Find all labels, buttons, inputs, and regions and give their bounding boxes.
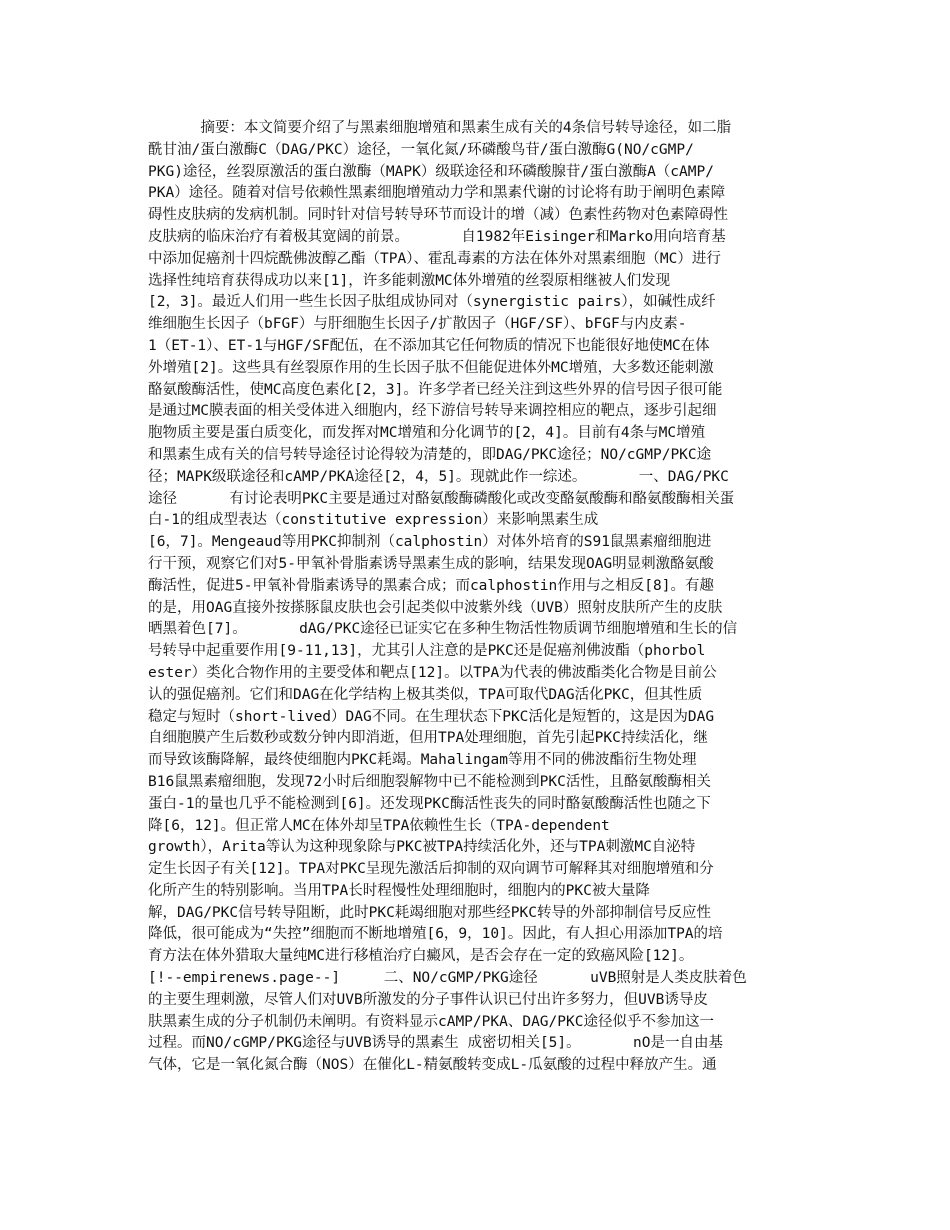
text-line: 的主要生理刺激，尽管人们对UVB所激发的分子事件认识已付出许多努力，但UVB诱导皮 (148, 991, 708, 1008)
text-line: 肤黑素生成的分子机制仍未阐明。有资料显示cAMP/PKA、DAG/PKC途径似乎不参加这一 (148, 1013, 714, 1030)
text-line: [!--empirenews.page--] 二、NO/cGMP/PKG途径 uVB照射是人类皮肤着色 (148, 970, 747, 987)
text-line: 认的强促癌剂。它们和DAG在化学结构上极其类似，TPA可取代DAG活化PKC，但其性质 (148, 686, 703, 703)
text-line: 径；MAPK级联途径和cAMP/PKA途径[2，4，5]。现就此作一综述。 一、DAG/PKC (148, 468, 729, 485)
text-line: 选择性纯培育获得成功以来[1]，许多能刺激MC体外增殖的丝裂原相继被人们发现 (148, 272, 671, 289)
text-line: 定生长因子有关[12]。TPA对PKC呈现先激活后抑制的双向调节可解释其对细胞增殖和分 (148, 861, 714, 878)
text-line: 化所产生的特别影响。当用TPA长时程慢性处理细胞时，细胞内的PKC被大量降 (148, 882, 650, 899)
text-line: PKG)途径，丝裂原激活的蛋白激酶（MAPK）级联途径和环磷酸腺苷/蛋白激酶A（cAMP/ (148, 163, 714, 180)
text-line: 育方法在体外猎取大量纯MC进行移植治疗白癜风，是否会存在一定的致癌风险[12]。 (148, 948, 694, 965)
text-line: 中添加促癌剂十四烷酰佛波醇乙酯（TPA）、霍乱毒素的方法在体外对黑素细胞（MC）进行 (148, 250, 721, 267)
text-line: 而导致该酶降解，最终使细胞内PKC耗竭。Mahalingam等用不同的佛波酯衍生物处理 (148, 752, 697, 769)
text-line: 晒黑着色[7]。 dAG/PKC途径已证实它在多种生物活性物质调节细胞增殖和生长的信 (148, 621, 738, 638)
text-line: 蛋白-1的量也几乎不能检测到[6]。还发现PKC酶活性丧失的同时酪氨酸酶活性也随之下 (148, 795, 711, 812)
text-line: [6，7]。Mengeaud等用PKC抑制剂（calphostin）对体外培育的S91鼠黑素瘤细胞进 (148, 534, 712, 551)
text-line: 号转导中起重要作用[9-11,13]，尤其引人注意的是PKC还是促癌剂佛波酯（phorbol (148, 643, 706, 660)
text-line: 摘要：本文简要介绍了与黑素细胞增殖和黑素生成有关的4条信号转导途径，如二脂 (148, 120, 732, 136)
text-line: 气体，它是一氧化氮合酶（NOS）在催化L-精氨酸转变成L-瓜氨酸的过程中释放产生。通 (148, 1057, 717, 1074)
text-line: B16鼠黑素瘤细胞，发现72小时后细胞裂解物中已不能检测到PKC活性，且酪氨酸酶相关 (148, 773, 711, 790)
text-line: 自细胞膜产生后数秒或数分钟内即消逝，但用TPA处理细胞，首先引起PKC持续活化，继 (148, 730, 708, 747)
text-line: 酰甘油/蛋白激酶C（DAG/PKC）途径，一氧化氮/环磷酸鸟苷/蛋白激酶G(NO/cGMP/ (148, 141, 694, 158)
text-line: 途径 有讨论表明PKC主要是通过对酪氨酸酶磷酸化或改变酪氨酸酶和酪氨酸酶相关蛋 (148, 490, 735, 507)
text-line: 碍性皮肤病的发病机制。同时针对信号转导环节而设计的增（减）色素性药物对色素障碍性 (148, 207, 728, 224)
text-line: 酶活性，促进5-甲氧补骨脂素诱导的黑素合成；而calphostin作用与之相反[8]。有趣 (148, 577, 714, 594)
text-line: 是通过MC膜表面的相关受体进入细胞内，经下游信号转导来调控相应的靶点，逐步引起细 (148, 403, 717, 420)
text-line: PKA）途径。随着对信号依赖性黑素细胞增殖动力学和黑素代谢的讨论将有助于阐明色素障 (148, 185, 726, 202)
text-line: 稳定与短时（short-lived）DAG不同。在生理状态下PKC活化是短暂的，这是因为DAG (148, 708, 715, 725)
text-line: 酪氨酸酶活性，使MC高度色素化[2，3]。许多学者已经关注到这些外界的信号因子很可能 (148, 381, 723, 398)
text-line: 降[6，12]。但正常人MC在体外却呈TPA依赖性生长（TPA-dependent (148, 817, 610, 834)
text-line: [2，3]。最近人们用一些生长因子肽组成协同对（synergistic pairs），如碱性成纤 (148, 294, 716, 311)
text-line: 和黑素生成有关的信号转导途径讨论得较为清楚的，即DAG/PKC途径；NO/cGMP/PKC途 (148, 446, 712, 463)
text-line: 解，DAG/PKC信号转导阻断，此时PKC耗竭细胞对那些经PKC转导的外部抑制信号反应性 (148, 904, 711, 921)
text-line: 胞物质主要是蛋白质变化，而发挥对MC增殖和分化调节的[2，4]。目前有4条与MC增殖 (148, 425, 706, 442)
text-line: ester）类化合物作用的主要受体和靶点[12]。以TPA为代表的佛波酯类化合物是目前公 (148, 664, 717, 681)
text-line: 的是，用OAG直接外按搽豚鼠皮肤也会引起类似中波紫外线（UVB）照射皮肤所产生的皮肤 (148, 599, 723, 616)
text-line: 白-1的组成型表达（constitutive expression）来影响黑素生成 (148, 512, 599, 529)
text-line: growth），Arita等认为这种现象除与PKC被TPA持续活化外，还与TPA刺激MC自泌特 (148, 839, 696, 856)
text-line (148, 1077, 800, 1099)
text-line: 过程。而NO/cGMP/PKG途径与UVB诱导的黑素生 成密切相关[5]。 nO是一自由基 (148, 1035, 723, 1052)
text-line: 外增殖[2]。这些具有丝裂原作用的生长因子肽不但能促进体外MC增殖，大多数还能刺激 (148, 359, 714, 376)
text-line: 降低，很可能成为“失控”细胞而不断地增殖[6，9，10]。因此，有人担心用添加TPA的培 (148, 926, 723, 943)
text-line: 皮肤病的临床治疗有着极其宽阔的前景。 自1982年Eisinger和Marko用向培育基 (148, 228, 726, 245)
document-body (148, 118, 800, 1099)
text-line: 1（ET-1）、ET-1与HGF/SF配伍，在不添加其它任何物质的情况下也能很好地使MC在体 (148, 337, 710, 354)
text-line: 维细胞生长因子（bFGF）与肝细胞生长因子/扩散因子（HGF/SF）、bFGF与内皮素- (148, 316, 687, 333)
text-line: 行干预，观察它们对5-甲氧补骨脂素诱导黑素生成的影响，结果发现OAG明显刺激酪氨酸 (148, 555, 714, 572)
